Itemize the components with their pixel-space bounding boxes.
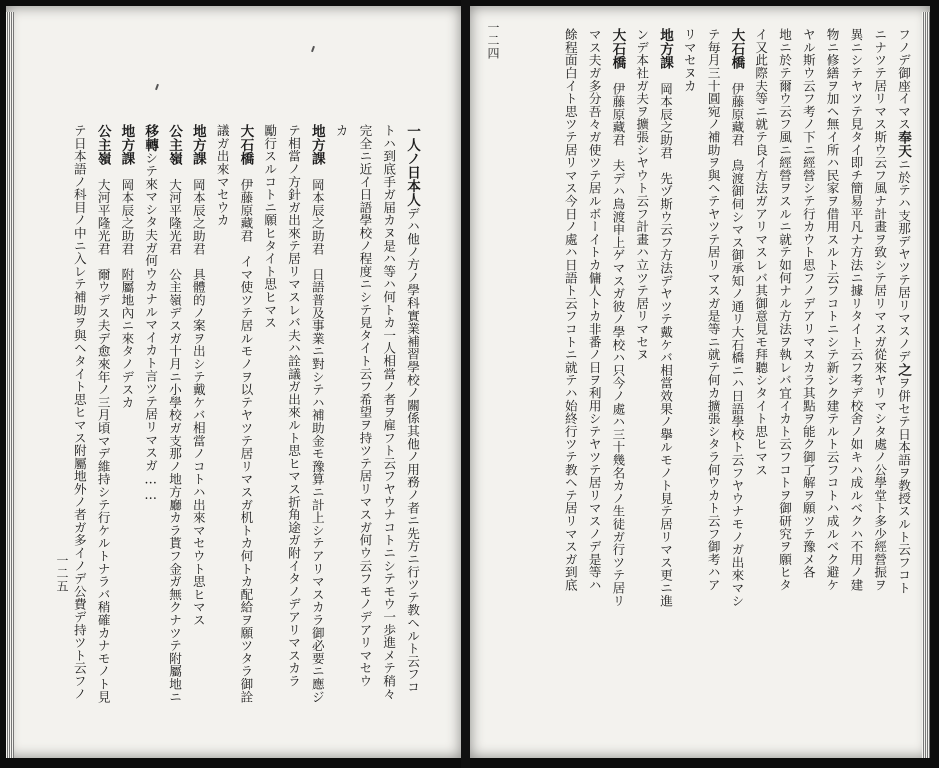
text-column [190,124,207,704]
text-column [586,28,603,728]
ink-speck [311,46,315,52]
speaker-label: 地方課 [308,124,325,166]
text-segment: ンデ本社ガ夫ヲ擴張シヤウト云フ計畫ハ立ツテ居リマセヌ [634,28,650,361]
speaker-label: 之 [895,362,911,377]
text-column [705,28,722,728]
text-segment: 大河平隆光君 公主嶺デスガ十月ニ小學校ガ支那ノ地方廳カラ貰フ金ガ無クナツテ附屬地ニ [167,165,183,704]
text-segment: 岡本辰之助君 具體的ノ案ヲ出シテ戴ケバ相當ノコトハ出來マセウト思ヒマス [190,165,206,627]
speaker-label: 大石橋 [237,124,254,166]
speaker-label: 公主嶺 [166,124,183,166]
text-segment: 岡本辰之助君 附屬地內ニ來タノデスカ [119,165,135,409]
text-column [895,28,912,728]
speaker-label: 大石橋 [728,28,745,70]
text-column [824,28,841,728]
text-segment: 伊藤原藏君 鳥渡御伺シマス御承知ノ通リ大石橋ニハ日語學校ト云フヤウナモノガ出來マシ [729,69,745,608]
text-segment: テ毎月三十圓宛ノ補助ヲ與ヘテヤツテ居リマスガ是等ニ就テ何カ擴張シタラ何ウカト云フ御考ハア [705,28,721,592]
text-column [309,124,326,704]
speaker-label: 一人ノ日本人 [404,124,420,207]
speaker-label: 地方課 [657,28,674,70]
text-column [562,28,579,728]
text-column [142,124,159,704]
left-page-text [64,124,421,704]
left-page-number: 一二五 [55,554,69,593]
text-column [285,124,302,704]
right-page-text [555,28,912,728]
text-column [333,124,350,704]
speaker-label: 公主嶺 [94,124,111,166]
text-segment: フノデ御座イマス [896,28,911,131]
text-segment: カ [333,124,349,137]
text-segment: 議ガ出來マセウカ [214,124,230,227]
text-column [847,28,864,728]
text-segment: テ相當ノ方針ガ出來テ居リマスレバ夫ハ詮議ガ出來ルト思ヒマス折角途ガ附イタノデアリマスカラ [286,124,302,688]
text-segment: 伊藤原藏君 夫デハ鳥渡申上ゲマスガ彼ノ學校ハ只今ノ處ハ三十幾名カノ生徒ガ行ツテ居リ [610,69,626,608]
speaker-label: 移轉 [142,124,159,152]
text-column [166,124,183,704]
speaker-label: 大石橋 [609,28,626,70]
ink-speck [155,84,159,90]
text-segment: イ又此際夫等ニ就テ良イ方法ガアリマスレバ其御意見モ拜聽シタイト思ヒマス [753,28,769,476]
text-column [380,124,397,704]
left-page [6,6,461,758]
text-column [609,28,626,728]
right-page-edge [922,12,930,758]
text-segment: 岡本辰之助君 先ヅ斯ウ云フ方法デヤツテ戴ケバ相當效果ノ擧ルモノト見テ居リマス更ニ進 [658,69,674,608]
text-column [95,124,112,704]
text-segment: 勵行スルコトニ願ヒタイト思ヒマス [262,124,278,329]
text-column [800,28,817,728]
text-segment: 異ニシテヤツテ見タイ即チ簡易平凡ナ方法ニ據リタイト云フ考デ校舍ノ如キハ成ルベクハ不用ノ建 [848,28,864,592]
text-segment: 岡本辰之助君 日語普及事業ニ對シテハ補助金モ豫算ニ計上シテアリマスカラ御必要ニ應ジ [309,165,325,704]
text-segment: リマセヌカ [681,28,697,92]
text-column [356,124,373,704]
text-column [871,28,888,728]
right-page-number: 一二四 [486,21,500,60]
speaker-label: 奉天 [895,130,911,159]
text-segment: ニナツテ居リマス斯ウ云フ風ナ計畫ヲ致シテ居リマスガ從來ヤリマシタ處ノ公學堂ト多少經營振ヲ [872,28,888,592]
text-column [261,124,278,704]
text-column [657,28,674,728]
text-column [776,28,793,728]
speaker-label: 地方課 [118,124,135,166]
text-segment: 地ニ於テ爾ウ云フ風ニ經營ヲスルニ就テ如何ナル方法ヲ執レバ宜イカト云フコトヲ御研究ヲ願ヒタ [777,28,793,592]
text-segment: マス夫ガ多分吾々ガ使ツテ居ルボーイトカ傭人トカ非番ノ日ヲ利用シテヤツテ居リマスノデ是等ハ [586,28,602,592]
book-gutter [461,0,470,768]
text-segment: テ日本語ノ科目ノ中ニ入レテ補助ヲ與ヘタイト思ヒマス附屬地外ノ者ガ多イノデ公費デ持ツト云フノ [71,124,87,700]
text-segment: シテ來マシタ夫ガ何ウカナルマイカト言ツテ居リマスガ…… [143,151,159,503]
text-segment: 餘程面白イト思ツテ居リマス今日ノ處ハ日語ト云フコトニ就テハ始終行ツテ教ヘテ居リマスガ到底 [562,28,578,592]
text-segment: トハ到底手ガ届カヌ是ハ等ハ何トカ一人相當ノ者ヲ雇フト云フヤウナコトニシテモウ一歩進メテ稍々 [381,124,397,700]
text-column [728,28,745,728]
left-page-edge [6,12,14,758]
text-column [71,124,88,704]
text-column [404,124,421,704]
text-segment: ヤル斯ウ云フ考ノ下ニ經營シテ行カウト思フノデアリマスカラ其點ヲ能ク御了解ヲ願ツテ豫メ各 [800,28,816,579]
text-segment: 物ニ修繕ヲ加ヘ無イ所ハ民家ヲ借用スルト云フコトニシテ新シク建テルト云フコトハ成ルベク避ケ [824,28,840,592]
speaker-label: 地方課 [189,124,206,166]
text-segment: 大河平隆光君 爾ウデス夫デ愈來年ノ三月頃マデ維持シテ行ケルトナラバ稍確カナモノト見 [95,165,111,704]
text-column [237,124,254,704]
text-column [752,28,769,728]
text-column [214,124,231,704]
text-segment: 完全ニ近イ日語學校ノ程度ニシテ見タイト云フ希望ヲ持ツテ居リマスガ何ウ云フモノデアリマセウ [357,124,373,688]
text-segment: 伊藤原藏君 イマ使ツテ居ルモノヲ以テヤツテ居リマスガ机トカ何トカ配給ヲ願ツタラ御詮 [238,165,254,704]
right-page [470,6,930,758]
text-segment: デハ他ノ方ノ學科實業補習學校ノ關係其他ノ用務ノ者ニ先方ニ行ツテ教ヘルト云フコ [405,206,420,694]
text-column [681,28,698,728]
text-column [633,28,650,728]
text-column [118,124,135,704]
text-segment: ニ於テハ支那デヤツテ居リマスノデ [896,158,911,363]
text-segment: ヲ併セテ日本語ヲ教授スルト云フコト [896,376,911,595]
